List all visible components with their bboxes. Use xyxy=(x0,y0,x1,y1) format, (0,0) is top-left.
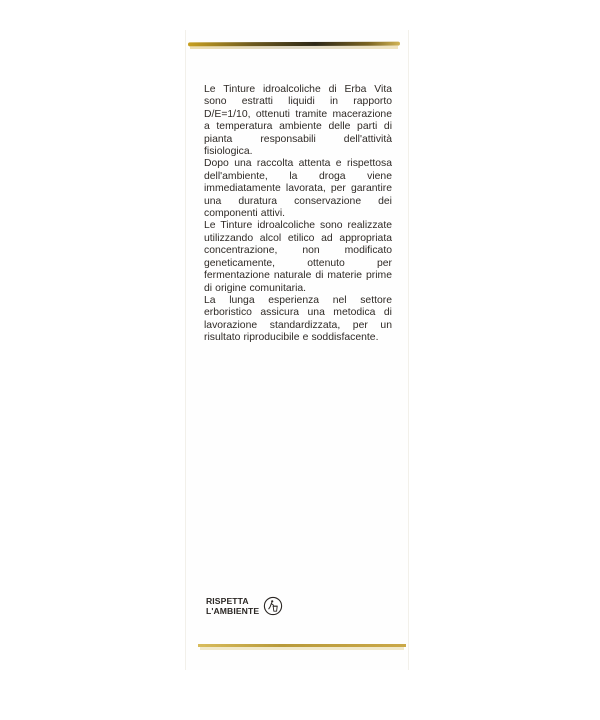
eco-badge-line1: RISPETTA xyxy=(206,596,249,606)
top-edge-shadow xyxy=(190,46,398,49)
description-paragraph-3: Le Tinture idroalcoliche sono realizzate utilizzando alcol etilico ad appropriata concentrazione, non modificato geneticamente, ottenuto per fermentazione naturale di materie prime di origine comunitaria. xyxy=(204,220,392,294)
recycle-bin-icon xyxy=(263,596,283,616)
eco-badge xyxy=(206,596,283,616)
description-paragraph-1: Le Tinture idroalcoliche di Erba Vita sono estratti liquidi in rapporto D/E=1/10, ottenuti tramite macerazione a temperatura ambiente delle parti di pianta responsabili dell'attività fisiologica. xyxy=(204,84,392,158)
bottom-edge-shadow xyxy=(200,647,404,650)
description-paragraph-4: La lunga esperienza nel settore erboristico assicura una metodica di lavorazione standardizzata, per un risultato riproducibile e soddisfacente. xyxy=(204,294,392,344)
eco-badge-text xyxy=(206,596,259,616)
product-description xyxy=(204,84,392,345)
eco-badge-line2: L'AMBIENTE xyxy=(206,606,260,616)
description-paragraph-2: Dopo una raccolta attenta e rispettosa dell'ambiente, la droga viene immediatamente lavorata, per garantire una duratura conservazione dei componenti attivi. xyxy=(204,158,392,220)
